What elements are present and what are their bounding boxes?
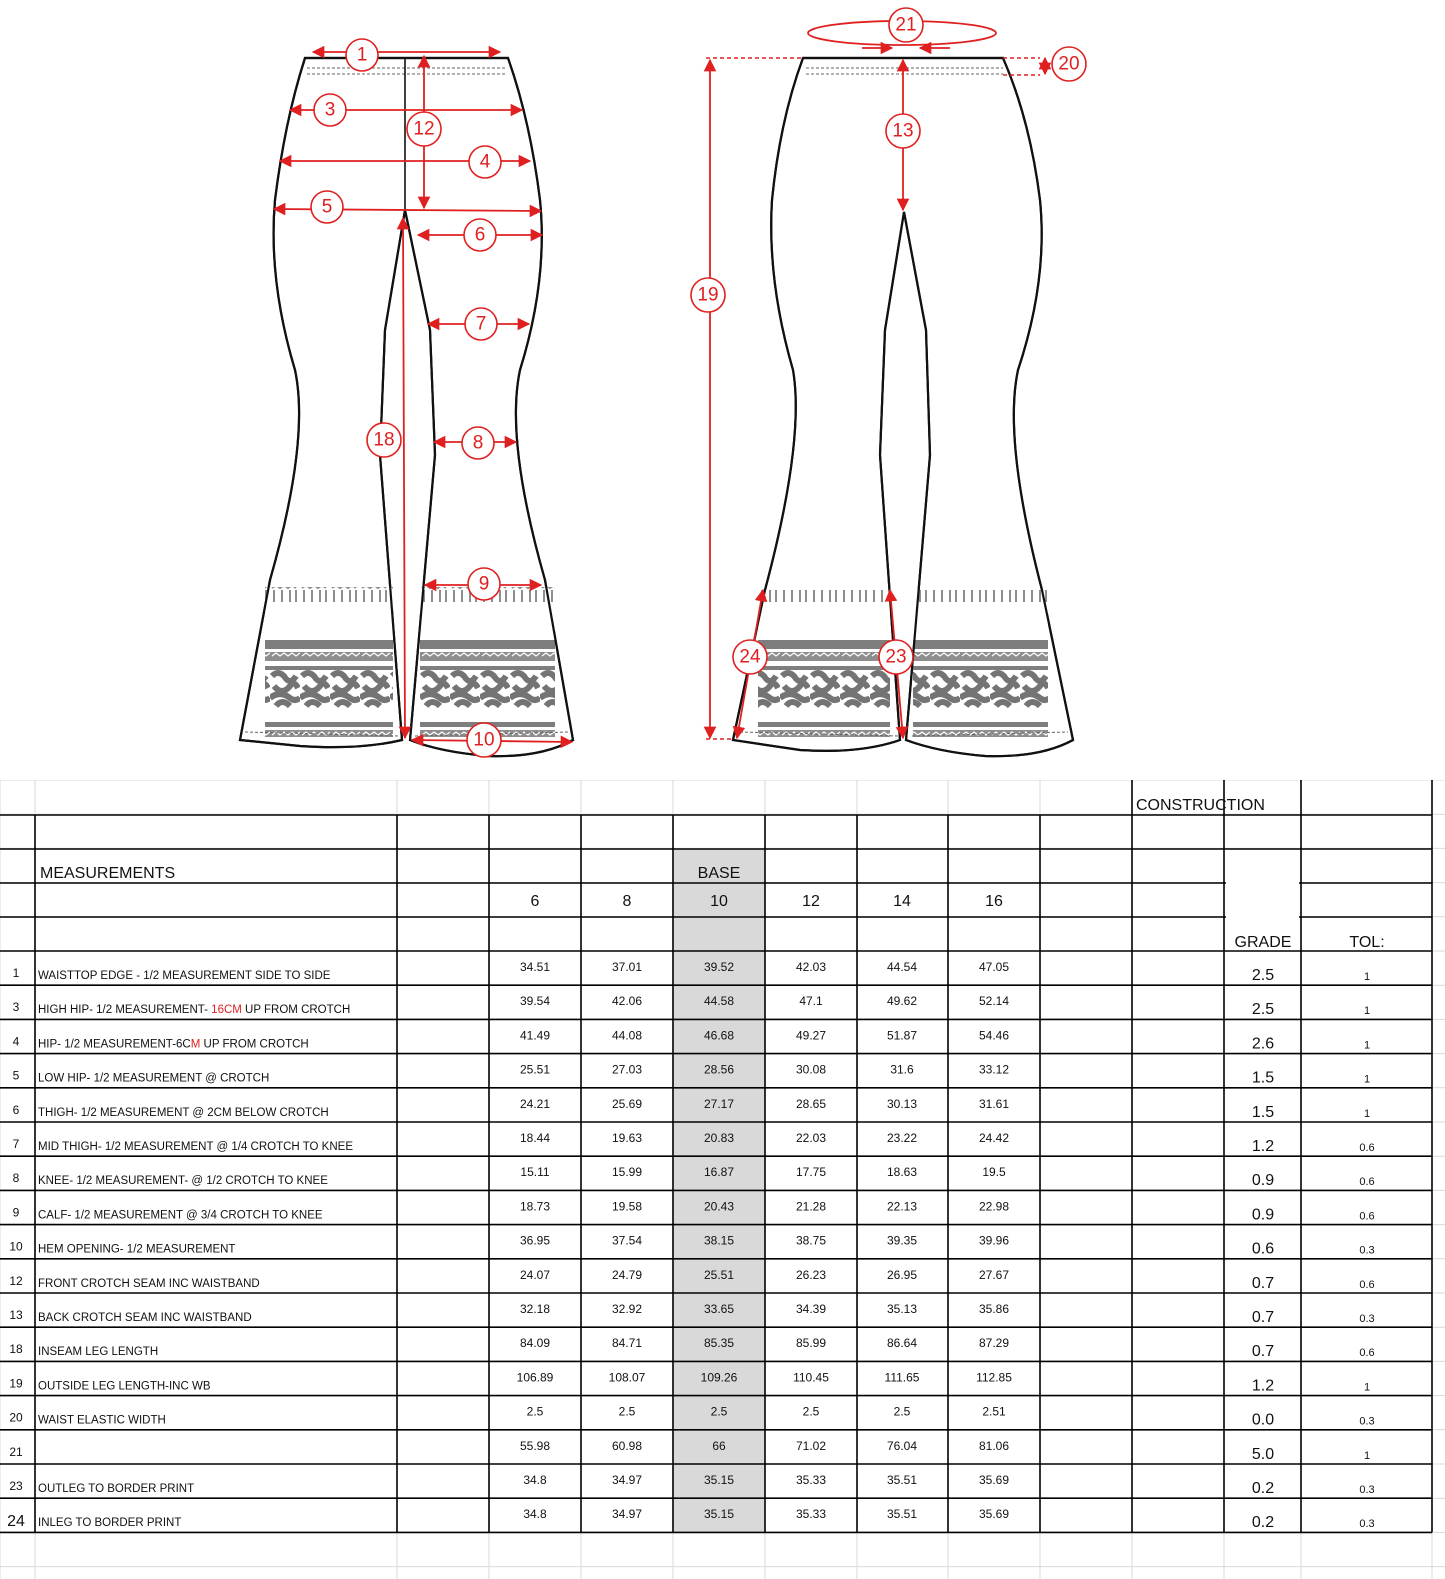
size-value: 31.61 bbox=[978, 1096, 1010, 1111]
size-value: 47.05 bbox=[978, 960, 1010, 974]
size-value: 38.75 bbox=[795, 1233, 827, 1248]
size-value: 22.03 bbox=[795, 1131, 827, 1145]
technical-sketch bbox=[0, 0, 1445, 780]
svg-text:9: 9 bbox=[478, 573, 490, 595]
svg-text:20: 20 bbox=[1058, 53, 1080, 75]
row-number: 10 bbox=[9, 1239, 23, 1254]
grade-value: 2.5 bbox=[1251, 967, 1275, 984]
size-value: 32.92 bbox=[611, 1302, 643, 1316]
measurement-label: MID THIGH- 1/2 MEASUREMENT @ 1/4 CROTCH TO KNEE bbox=[38, 1141, 353, 1153]
size-value: 51.87 bbox=[886, 1028, 918, 1043]
size-value: 22.98 bbox=[978, 1199, 1010, 1214]
front-view bbox=[240, 39, 573, 757]
size-value: 18.44 bbox=[519, 1131, 551, 1145]
size-value: 32.18 bbox=[519, 1302, 551, 1316]
size-value: 25.51 bbox=[519, 1062, 551, 1077]
svg-text:12: 12 bbox=[413, 118, 435, 140]
callout-9 bbox=[468, 568, 500, 600]
callout-21 bbox=[889, 8, 923, 42]
size-value: 52.14 bbox=[978, 994, 1010, 1009]
measurement-label: HIP- 1/2 MEASUREMENT-6CM UP FROM CROTCH bbox=[38, 1038, 309, 1051]
tolerance-value: 0.6 bbox=[1359, 1210, 1375, 1223]
size-value: 18.73 bbox=[519, 1199, 551, 1214]
callout-12 bbox=[407, 112, 441, 146]
size-value: 19.63 bbox=[611, 1131, 643, 1145]
size-value: 35.15 bbox=[703, 1507, 735, 1522]
measurement-spec-table bbox=[0, 780, 1445, 1579]
construction-header: CONSTRUCTION bbox=[1136, 797, 1265, 814]
size-value: 35.33 bbox=[795, 1473, 827, 1487]
size-value: 39.96 bbox=[978, 1233, 1010, 1248]
callout-6 bbox=[464, 219, 496, 251]
svg-text:24: 24 bbox=[739, 646, 761, 668]
tolerance-value: 1 bbox=[1363, 1073, 1371, 1086]
measurement-label: FRONT CROTCH SEAM INC WAISTBAND bbox=[38, 1277, 260, 1290]
row-number: 21 bbox=[9, 1444, 23, 1459]
size-header-16: 16 bbox=[985, 893, 1003, 910]
row-number: 19 bbox=[9, 1376, 23, 1391]
measurement-label: INLEG TO BORDER PRINT bbox=[38, 1517, 182, 1530]
row-number: 9 bbox=[12, 1205, 20, 1220]
size-value: 42.03 bbox=[795, 960, 827, 974]
grade-value: 0.6 bbox=[1251, 1240, 1275, 1258]
measurement-label: CALF- 1/2 MEASUREMENT @ 3/4 CROTCH TO KNEE bbox=[38, 1209, 323, 1222]
measurement-label: OUTLEG TO BORDER PRINT bbox=[38, 1483, 195, 1495]
grade-value: 1.2 bbox=[1251, 1138, 1275, 1155]
size-value: 34.97 bbox=[611, 1507, 643, 1522]
size-value: 23.22 bbox=[886, 1131, 918, 1145]
tolerance-value: 0.3 bbox=[1359, 1244, 1375, 1257]
row-number: 24 bbox=[7, 1513, 25, 1531]
tolerance-header: TOL: bbox=[1349, 934, 1385, 951]
size-value: 35.15 bbox=[703, 1473, 735, 1487]
size-value: 27.17 bbox=[703, 1096, 735, 1111]
grade-value: 2.5 bbox=[1251, 1001, 1275, 1019]
size-header-10: 10 bbox=[710, 893, 728, 910]
size-value: 20.43 bbox=[703, 1199, 735, 1214]
size-header-14: 14 bbox=[893, 893, 911, 910]
size-value: 27.67 bbox=[978, 1267, 1010, 1282]
size-value: 18.63 bbox=[886, 1165, 918, 1180]
row-number: 5 bbox=[12, 1068, 20, 1083]
size-value: 35.51 bbox=[886, 1507, 918, 1522]
size-value: 34.8 bbox=[523, 1507, 547, 1522]
grade-value: 0.7 bbox=[1251, 1309, 1275, 1326]
size-value: 106.89 bbox=[516, 1370, 554, 1385]
row-number: 3 bbox=[12, 1000, 20, 1015]
tolerance-value: 1 bbox=[1363, 1381, 1371, 1394]
svg-text:1: 1 bbox=[356, 44, 368, 66]
tolerance-value: 0.6 bbox=[1359, 1347, 1375, 1360]
grade-value: 1.5 bbox=[1251, 1103, 1275, 1121]
row-number: 1 bbox=[12, 966, 20, 980]
size-value: 49.62 bbox=[886, 994, 918, 1009]
tolerance-value: 1 bbox=[1363, 1449, 1371, 1462]
size-value: 2.5 bbox=[618, 1404, 636, 1419]
grade-value: 0.7 bbox=[1251, 1274, 1275, 1292]
tolerance-value: 0.3 bbox=[1359, 1484, 1375, 1496]
size-value: 44.58 bbox=[703, 994, 735, 1009]
svg-text:8: 8 bbox=[472, 432, 484, 454]
tolerance-value: 0.6 bbox=[1359, 1176, 1375, 1189]
measurement-label: HEM OPENING- 1/2 MEASUREMENT bbox=[38, 1243, 236, 1256]
svg-text:10: 10 bbox=[473, 729, 495, 751]
size-value: 35.51 bbox=[886, 1473, 918, 1487]
size-value: 25.69 bbox=[611, 1096, 643, 1111]
size-value: 37.54 bbox=[611, 1233, 643, 1248]
grade-value: 5.0 bbox=[1251, 1445, 1275, 1463]
size-value: 46.68 bbox=[703, 1028, 735, 1043]
callout-24 bbox=[733, 640, 767, 674]
row-number: 8 bbox=[12, 1171, 20, 1186]
size-value: 2.5 bbox=[526, 1404, 544, 1419]
measurement-label: WAISTTOP EDGE - 1/2 MEASUREMENT SIDE TO SIDE bbox=[38, 970, 331, 982]
svg-text:7: 7 bbox=[475, 313, 487, 335]
callout-23 bbox=[879, 640, 913, 674]
row-number: 20 bbox=[9, 1410, 23, 1425]
size-value: 112.85 bbox=[976, 1370, 1012, 1385]
svg-text:13: 13 bbox=[892, 120, 914, 142]
grade-value: 0.7 bbox=[1251, 1343, 1275, 1361]
grade-value: 0.9 bbox=[1251, 1206, 1275, 1224]
tolerance-value: 0.3 bbox=[1359, 1313, 1375, 1325]
size-value: 34.8 bbox=[523, 1473, 547, 1487]
row-number: 13 bbox=[9, 1308, 23, 1322]
grade-value: 0.0 bbox=[1251, 1411, 1275, 1429]
size-value: 19.58 bbox=[611, 1199, 643, 1214]
base-size-header: BASE bbox=[697, 865, 741, 882]
size-value: 42.06 bbox=[611, 994, 643, 1009]
size-value: 35.13 bbox=[886, 1302, 918, 1316]
measurement-label: BACK CROTCH SEAM INC WAISTBAND bbox=[38, 1312, 252, 1324]
measurement-label: OUTSIDE LEG LENGTH-INC WB bbox=[38, 1380, 211, 1393]
svg-text:18: 18 bbox=[373, 429, 395, 451]
size-value: 2.5 bbox=[893, 1404, 911, 1419]
size-header-6: 6 bbox=[530, 893, 540, 910]
size-value: 28.56 bbox=[703, 1062, 735, 1077]
size-value: 24.07 bbox=[519, 1267, 551, 1282]
size-value: 84.09 bbox=[519, 1336, 551, 1351]
size-value: 39.35 bbox=[886, 1233, 918, 1248]
size-value: 39.52 bbox=[703, 960, 735, 974]
callout-3 bbox=[314, 94, 346, 126]
size-value: 84.71 bbox=[611, 1336, 643, 1351]
callout-4 bbox=[469, 146, 501, 178]
callout-13 bbox=[886, 114, 920, 148]
row-number: 6 bbox=[12, 1102, 20, 1117]
svg-text:23: 23 bbox=[885, 646, 907, 668]
callout-19 bbox=[691, 278, 725, 312]
size-value: 76.04 bbox=[886, 1438, 918, 1453]
tolerance-value: 0.3 bbox=[1359, 1415, 1375, 1428]
tolerance-value: 1 bbox=[1363, 1039, 1371, 1052]
size-value: 81.06 bbox=[978, 1438, 1010, 1453]
size-value: 15.11 bbox=[520, 1165, 550, 1180]
size-value: 21.28 bbox=[795, 1199, 827, 1214]
size-value: 28.65 bbox=[795, 1096, 827, 1111]
size-value: 35.86 bbox=[978, 1302, 1010, 1316]
size-value: 49.27 bbox=[795, 1028, 827, 1043]
row-number: 7 bbox=[12, 1137, 20, 1151]
callout-18 bbox=[367, 423, 401, 457]
measurement-label: WAIST ELASTIC WIDTH bbox=[38, 1414, 166, 1427]
measurement-label: KNEE- 1/2 MEASUREMENT- @ 1/2 CROTCH TO KNEE bbox=[38, 1175, 328, 1188]
svg-text:4: 4 bbox=[479, 151, 491, 173]
grade-value: 1.2 bbox=[1251, 1377, 1275, 1395]
callout-20 bbox=[1052, 47, 1086, 81]
size-value: 55.98 bbox=[519, 1438, 551, 1453]
size-value: 22.13 bbox=[886, 1199, 918, 1214]
back-view bbox=[691, 8, 1086, 756]
size-value: 2.51 bbox=[982, 1404, 1006, 1419]
size-value: 86.64 bbox=[886, 1336, 918, 1351]
measurement-label: HIGH HIP- 1/2 MEASUREMENT- 16CM UP FROM CROTCH bbox=[38, 1004, 351, 1017]
size-value: 24.79 bbox=[611, 1267, 643, 1282]
svg-text:6: 6 bbox=[474, 224, 486, 246]
tolerance-value: 0.6 bbox=[1359, 1142, 1375, 1154]
size-value: 33.65 bbox=[703, 1302, 735, 1316]
svg-text:3: 3 bbox=[324, 99, 336, 121]
size-value: 35.69 bbox=[978, 1507, 1010, 1522]
size-value: 34.51 bbox=[519, 960, 551, 974]
size-value: 110.45 bbox=[793, 1370, 829, 1385]
measurement-label: INSEAM LEG LENGTH bbox=[38, 1346, 159, 1359]
size-value: 109.26 bbox=[700, 1370, 738, 1385]
size-value: 2.5 bbox=[710, 1404, 728, 1419]
size-value: 16.87 bbox=[703, 1165, 735, 1180]
size-value: 30.13 bbox=[886, 1096, 918, 1111]
row-number: 12 bbox=[9, 1273, 23, 1288]
row-number: 18 bbox=[9, 1342, 23, 1357]
grade-value: 0.2 bbox=[1251, 1514, 1275, 1532]
size-value: 26.95 bbox=[886, 1267, 918, 1282]
tolerance-value: 0.6 bbox=[1359, 1278, 1375, 1291]
size-value: 44.08 bbox=[611, 1028, 643, 1043]
callout-10 bbox=[467, 723, 501, 757]
grade-value: 1.5 bbox=[1251, 1069, 1275, 1087]
tolerance-value: 1 bbox=[1363, 971, 1371, 983]
size-value: 37.01 bbox=[611, 960, 643, 974]
callout-5 bbox=[311, 191, 343, 223]
grade-value: 2.6 bbox=[1251, 1035, 1275, 1053]
size-value: 60.98 bbox=[611, 1438, 643, 1453]
size-header-12: 12 bbox=[802, 893, 820, 910]
callout-1 bbox=[346, 39, 378, 71]
size-value: 38.15 bbox=[703, 1233, 735, 1248]
measurement-label: LOW HIP- 1/2 MEASUREMENT @ CROTCH bbox=[38, 1072, 270, 1085]
size-value: 41.49 bbox=[519, 1028, 551, 1043]
size-value: 30.08 bbox=[795, 1062, 827, 1077]
tolerance-value: 1 bbox=[1363, 1005, 1371, 1018]
grade-value: 0.9 bbox=[1251, 1172, 1275, 1190]
svg-text:21: 21 bbox=[895, 14, 917, 36]
svg-text:5: 5 bbox=[321, 196, 333, 218]
size-value: 66 bbox=[712, 1438, 726, 1453]
size-value: 26.23 bbox=[795, 1267, 827, 1282]
size-value: 85.35 bbox=[703, 1336, 735, 1351]
size-value: 111.65 bbox=[884, 1370, 920, 1385]
size-value: 39.54 bbox=[519, 994, 551, 1009]
size-value: 31.6 bbox=[890, 1062, 914, 1077]
size-value: 34.97 bbox=[611, 1473, 643, 1487]
size-value: 44.54 bbox=[886, 960, 918, 974]
size-value: 35.33 bbox=[795, 1507, 827, 1522]
callout-7 bbox=[465, 308, 497, 340]
size-value: 20.83 bbox=[703, 1131, 735, 1145]
size-value: 24.21 bbox=[519, 1096, 551, 1111]
size-value: 17.75 bbox=[795, 1165, 827, 1180]
row-number: 4 bbox=[12, 1034, 20, 1049]
size-value: 33.12 bbox=[978, 1062, 1010, 1077]
callout-8 bbox=[462, 427, 494, 459]
size-header-8: 8 bbox=[622, 893, 632, 910]
tolerance-value: 1 bbox=[1363, 1107, 1371, 1120]
size-value: 24.42 bbox=[978, 1131, 1010, 1145]
grade-value: 0.2 bbox=[1251, 1480, 1275, 1497]
size-value: 15.99 bbox=[611, 1165, 643, 1180]
size-value: 85.99 bbox=[795, 1336, 827, 1351]
measurement-label: THIGH- 1/2 MEASUREMENT @ 2CM BELOW CROTCH bbox=[38, 1106, 329, 1119]
size-value: 2.5 bbox=[802, 1404, 820, 1419]
row-number: 23 bbox=[9, 1479, 23, 1493]
tolerance-value: 0.3 bbox=[1359, 1518, 1375, 1531]
measurements-header: MEASUREMENTS bbox=[40, 865, 176, 882]
size-value: 25.51 bbox=[703, 1267, 735, 1282]
size-value: 27.03 bbox=[611, 1062, 643, 1077]
size-value: 36.95 bbox=[519, 1233, 551, 1248]
size-value: 71.02 bbox=[795, 1438, 827, 1453]
size-value: 87.29 bbox=[978, 1336, 1010, 1351]
size-value: 19.5 bbox=[982, 1165, 1006, 1180]
size-value: 35.69 bbox=[978, 1473, 1010, 1487]
svg-text:19: 19 bbox=[697, 284, 719, 306]
grade-header: GRADE bbox=[1234, 934, 1292, 951]
size-value: 54.46 bbox=[978, 1028, 1010, 1043]
size-value: 34.39 bbox=[795, 1302, 827, 1316]
size-value: 108.07 bbox=[608, 1370, 646, 1385]
size-value: 47.1 bbox=[799, 994, 823, 1009]
